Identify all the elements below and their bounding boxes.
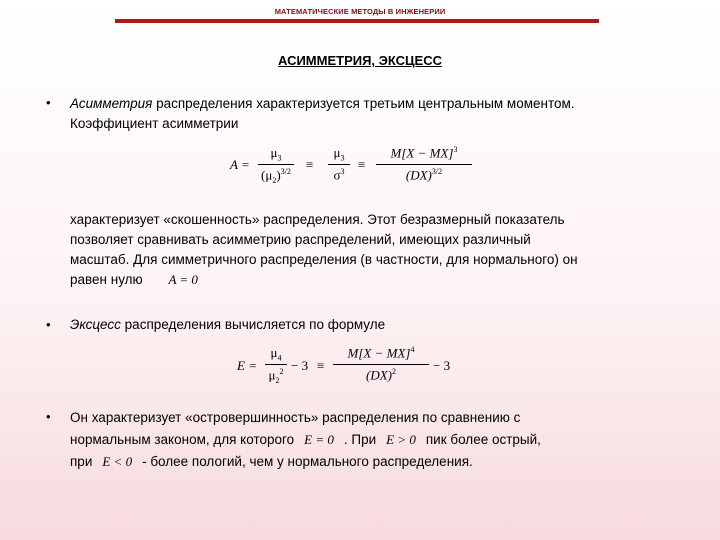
excess-paragraph	[70, 315, 680, 335]
formula-a-frac3-den: (DX)$^{3/2}$	[405, 167, 443, 183]
formula-e-frac1-num: $\mu_4$	[270, 345, 282, 363]
bullet-3: •	[46, 409, 51, 424]
a-equals-zero: A = 0	[168, 272, 198, 287]
formula-a-frac2-num: $\mu_3$	[333, 145, 345, 163]
kurtosis-line-2b: . При	[343, 432, 377, 447]
formula-a-eq1: ≡	[306, 157, 314, 172]
skewness-line-4: равен нулю	[70, 272, 143, 287]
slide-title: АСИММЕТРИЯ, ЭКСЦЕСС	[278, 53, 442, 68]
formula-e-minus3-a: − 3	[291, 358, 309, 373]
asymmetry-formula	[230, 145, 510, 195]
kurtosis-line-2c: пик более острый,	[425, 432, 541, 447]
excess-term: Эксцесс	[70, 317, 121, 332]
formula-e-minus3-b: − 3	[433, 358, 451, 373]
bullet-1: •	[46, 95, 51, 110]
formula-a-frac3-num: M[X − MX]$^3$	[390, 145, 458, 161]
formula-e-frac1-den: $\mu_2^2$	[268, 367, 284, 385]
kurtosis-line-3b: - более пологий, чем у нормального распределения.	[142, 454, 473, 469]
kurtosis-line-2a: нормальным законом, для которого	[70, 432, 295, 447]
skewness-line-3: масштаб. Для симметричного распределения (в частности, для нормального) он	[70, 252, 578, 267]
header-divider	[115, 19, 599, 23]
formula-a-lhs: A =	[230, 157, 250, 172]
asymmetry-coef-label: Коэффициент асимметрии	[70, 116, 239, 131]
skewness-line-1: характеризует «скошенность» распределения. Этот безразмерный показатель	[70, 212, 565, 227]
e-greater-zero: E > 0	[386, 432, 416, 447]
kurtosis-line-3a: при	[70, 454, 93, 469]
asymmetry-text: распределения характеризуется третьим центральным моментом.	[152, 96, 575, 111]
asymmetry-term: Асимметрия	[70, 96, 153, 111]
formula-a-frac2-den: $\sigma^3$	[333, 167, 345, 183]
formula-e-lhs: E =	[237, 358, 257, 373]
formula-e-frac2-num: M[X − MX]$^4$	[347, 345, 415, 361]
e-less-zero: E < 0	[102, 454, 133, 469]
excess-text: распределения вычисляется по формуле	[120, 317, 386, 332]
excess-formula	[237, 345, 497, 395]
formula-e-eq: ≡	[317, 358, 325, 373]
formula-a-frac1-num: $\mu_3$	[270, 145, 282, 163]
kurtosis-paragraph	[70, 407, 680, 473]
skewness-line-2: позволяет сравнивать асимметрию распределений, имеющих различный	[70, 232, 531, 247]
formula-a-frac1-den: $(\mu_2)^{3/2}$	[261, 167, 291, 185]
formula-a-eq2: ≡	[358, 157, 366, 172]
slide-header: МАТЕМАТИЧЕСКИЕ МЕТОДЫ В ИНЖЕНЕРИИ	[274, 7, 446, 16]
asymmetry-paragraph	[70, 94, 680, 134]
bullet-2: •	[46, 317, 51, 332]
formula-e-frac2-den: (DX)$^2$	[366, 367, 396, 383]
skewness-paragraph	[70, 210, 680, 290]
kurtosis-line-1: Он характеризует «островершинность» распределения по сравнению с	[70, 410, 521, 425]
e-equals-zero: E = 0	[304, 432, 334, 447]
